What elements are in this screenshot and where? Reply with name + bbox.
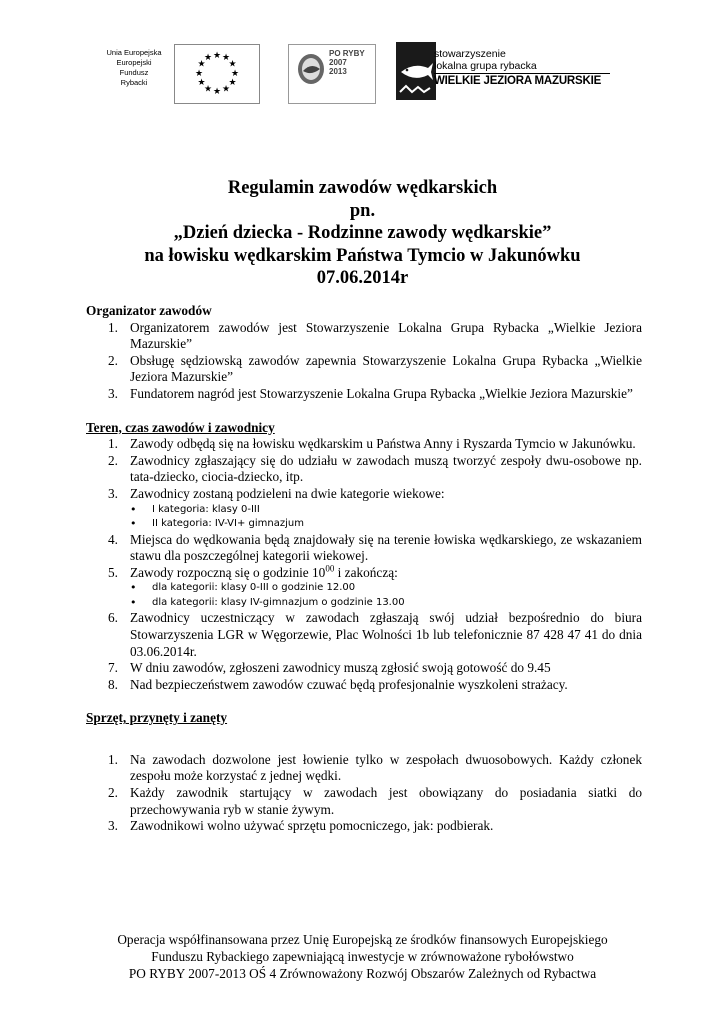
list-item: 2. Zawodnicy zgłaszający się do udziału w zawodach muszą tworzyć zespoły dwu-osobowe np. tata-dziecko, ciocia-dziecko, itp. (108, 452, 642, 485)
svg-text:★: ★ (203, 53, 213, 63)
document-title: Regulamin zawodów wędkarskich pn. „Dzień dziecka - Rodzinne zawody wędkarskie” na łowisku wędkarskim Państwa Tymcio w Jakunówku 07.06.2014r (144, 178, 581, 288)
funding-footer: Operacja współfinansowana przez Unię Europejską ze środków finansowych Europejskiego Funduszu Rybackiego zapewniającą inwestycje w zrównoważone rybołówstwo PO RYBY 2007-2013 OŚ 4 Zrównoważony Rozwój Obszarów Zależnych od Rybactwa (117, 932, 608, 981)
eu-stars-icon (175, 45, 259, 103)
equipment-list (86, 752, 642, 835)
list-item: 1. Na zawodach dozwolone jest łowienie tylko w zespołach dwuosobowych. Każdy członek zespołu może korzystać z jednej wędki. (108, 751, 642, 784)
list-item: • II kategoria: IV-VI+ gimnazjum (86, 517, 642, 532)
list-item: • I kategoria: klasy 0-III (86, 503, 642, 518)
logo-bar (88, 42, 628, 104)
list-item: 3. Zawodnicy zostaną podzieleni na dwie kategorie wiekowe: (108, 485, 445, 501)
eu-flag-logo (174, 44, 260, 104)
svg-text:★: ★ (228, 59, 237, 70)
list-item: 6. Zawodnicy uczestniczący w zawodach zgłaszają swój udział bezpośrednio do biura Stowarzyszenia LGR w Węgorzewie, Plac Wolności 1b lub telefonicznie 87 428 47 41 do dnia 03.06.2014r. (108, 610, 642, 659)
po-ryby-logo: PO RYBY 2007 2013 (288, 44, 376, 104)
section-heading-terrain: Teren, czas zawodów i zawodnicy (86, 419, 275, 435)
svg-text:★: ★ (212, 87, 222, 97)
list-item: 2. Obsługę sędziowską zawodów zapewnia Stowarzyszenie Lokalna Grupa Rybacka „Wielkie Jeziora Mazurskie” (108, 352, 642, 385)
svg-text:★: ★ (221, 84, 231, 95)
svg-text:★: ★ (197, 78, 206, 88)
document-body (86, 303, 642, 835)
svg-text:★: ★ (203, 84, 213, 95)
section-heading-equipment: Sprzęt, przynęty i zanęty (86, 710, 228, 726)
svg-text:★: ★ (197, 59, 206, 70)
list-item: 2. Każdy zawodnik startujący w zawodach jest obowiązany do posiadania siatki do przechowywania ryb w stanie żywym. (108, 785, 642, 817)
end-time-list (86, 581, 642, 610)
list-item: 3. Zawodnikowi wolno używać sprzętu pomocniczego, jak: podbierak. (108, 818, 494, 834)
svg-text:★: ★ (212, 51, 222, 61)
svg-text:★: ★ (228, 78, 237, 88)
list-item: • dla kategorii: klasy 0-III o godzinie 12.00 (86, 581, 642, 596)
lgr-fish-icon (396, 42, 436, 100)
list-item: 8. Nad bezpieczeństwem zawodów czuwać będą profesjonalnie wyszkoleni strażacy. (108, 676, 568, 692)
list-item: 1. Zawody odbędą się na łowisku wędkarskim u Państwa Anny i Ryszarda Tymcio w Jakunówku. (108, 436, 636, 452)
svg-text:★: ★ (230, 69, 240, 79)
organizer-list (86, 320, 642, 403)
terrain-list (86, 436, 642, 502)
svg-text:★: ★ (194, 69, 204, 79)
list-item: 1. Organizatorem zawodów jest Stowarzyszenie Lokalna Grupa Rybacka „Wielkie Jeziora Mazurskie” (108, 319, 642, 352)
category-list (86, 503, 642, 532)
lgr-logo: stowarzyszenie lokalna grupa rybacka WIELKIE JEZIORA MAZURSKIE (396, 42, 608, 102)
svg-text:★: ★ (221, 53, 231, 63)
list-item: • dla kategorii: klasy IV-gimnazjum o godzinie 13.00 (86, 596, 642, 611)
list-item: 4. Miejsca do wędkowania będą znajdowały się na terenie łowiska wędkarskiego, ze wskazaniem stawu dla poszczególnej kategorii wiekowej. (108, 531, 642, 564)
eu-fund-label: Unia Europejska Europejski Fundusz Rybacki (106, 48, 162, 87)
list-item: 7. W dniu zawodów, zgłoszeni zawodnicy muszą zgłosić swoją gotowość do 9.45 (108, 660, 551, 676)
list-item: 5. Zawody rozpoczną się o godzinie $10^{00}$ i zakończą: (108, 563, 398, 580)
list-item: 3. Fundatorem nagród jest Stowarzyszenie Lokalna Grupa Rybacka „Wielkie Jeziora Mazurskie” (108, 385, 633, 401)
section-heading-organizer: Organizator zawodów (86, 303, 212, 318)
